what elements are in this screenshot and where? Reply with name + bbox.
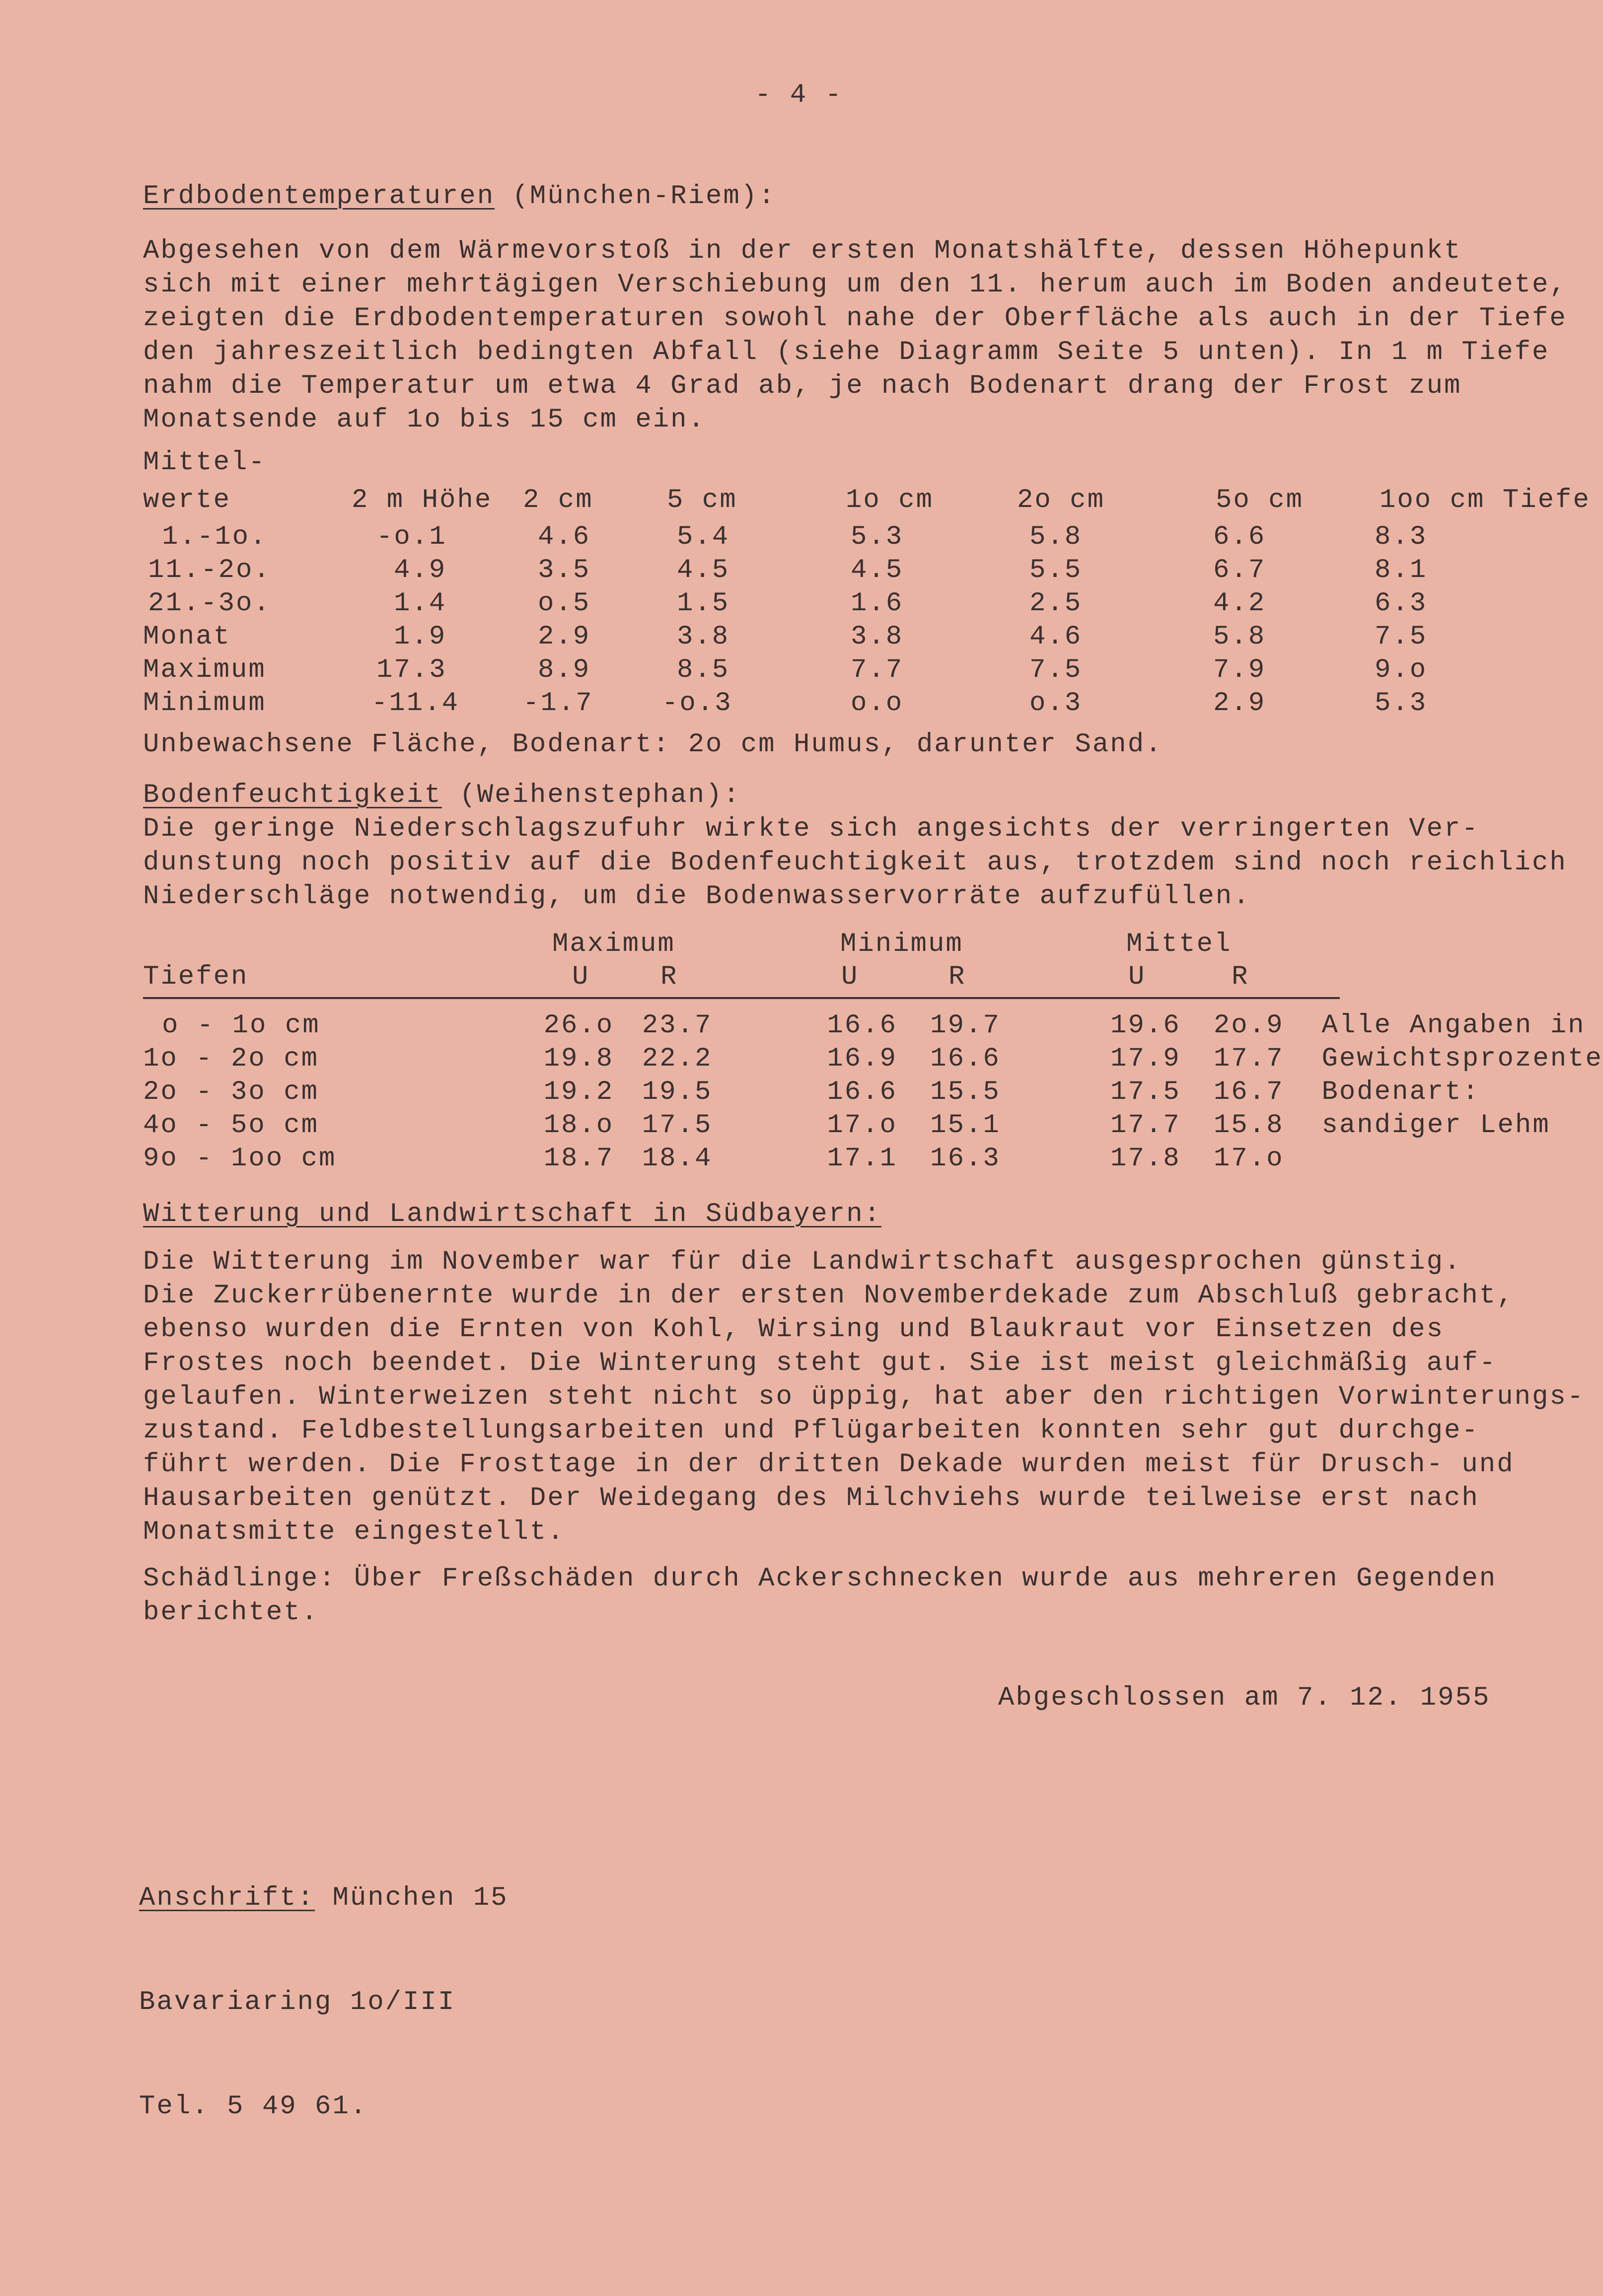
table-cell: 3.8 (677, 622, 730, 652)
table-cell: 5.3 (851, 522, 904, 552)
table-cell: -11.4 (371, 688, 460, 718)
moisture-group-header: Mittel (1126, 929, 1232, 959)
col-header: 1o cm (846, 485, 934, 515)
paragraph-line: Abgesehen von dem Wärmevorstoß in der ersten Monatshälfte, dessen Höhepunkt (143, 236, 1462, 266)
soil-moisture-heading-title: Bodenfeuchtigkeit (143, 780, 442, 810)
table-cell: 19.5 (642, 1077, 713, 1107)
table-cell: 17.o (1213, 1144, 1284, 1174)
address-line-3: Tel. 5 49 61. (139, 2091, 368, 2122)
moisture-group-header: Maximum (552, 929, 675, 959)
address-label: Anschrift: (139, 1883, 315, 1913)
table-cell: 8.1 (1375, 555, 1428, 585)
table-cell: 16.6 (827, 1077, 897, 1107)
soil-moisture-heading (143, 779, 741, 812)
paragraph-line: zustand. Feldbestellungsarbeiten und Pflügarbeiten konnten sehr gut durchge- (143, 1416, 1479, 1446)
page-number: - 4 - (755, 80, 843, 110)
table-cell: 17.7 (1110, 1110, 1181, 1141)
table-cell: 1.6 (851, 588, 904, 619)
table-cell: 15.1 (930, 1110, 1001, 1141)
moisture-sub-header: U (572, 962, 590, 992)
table-cell: 15.8 (1213, 1110, 1284, 1141)
col-header: 1oo cm Tiefe (1380, 485, 1591, 515)
col-header: 2 cm (523, 485, 593, 515)
paragraph-line: Frostes noch beendet. Die Winterung steht gut. Sie ist meist gleichmäßig auf- (143, 1348, 1497, 1378)
table-cell: 6.6 (1213, 522, 1266, 552)
table-cell: 4.6 (1029, 622, 1083, 652)
row-label: 9o - 1oo cm (143, 1144, 337, 1174)
row-label: 4o - 5o cm (143, 1110, 319, 1141)
table-cell: 4.5 (851, 555, 904, 585)
soil-moisture-paragraph (143, 812, 1583, 914)
side-note: Gewichtsprozente (1321, 1044, 1603, 1074)
table-cell: 19.6 (1110, 1010, 1181, 1041)
pests-paragraph (143, 1562, 1583, 1630)
table-row (143, 1142, 1603, 1175)
soil-moisture-heading-location: (Weihenstephan): (441, 780, 741, 810)
row-label: 2o - 3o cm (143, 1077, 319, 1107)
soil-temp-paragraph (143, 234, 1583, 437)
weather-paragraph (143, 1245, 1583, 1549)
table-cell: 5.8 (1213, 622, 1266, 652)
table-cell: 1.5 (677, 588, 730, 619)
col-header: 5o cm (1216, 485, 1304, 515)
col-header: 2o cm (1017, 485, 1105, 515)
moisture-header-rule (143, 997, 1340, 999)
table-row (143, 1042, 1603, 1076)
row-label: Minimum (143, 688, 266, 718)
paragraph-line: Hausarbeiten genützt. Der Weidegang des Milchviehs wurde teilweise erst nach (143, 1483, 1479, 1513)
row-label: Maximum (143, 655, 266, 685)
table-cell: o.o (851, 688, 904, 718)
col-header: werte (143, 485, 231, 515)
col-header: 2 m Höhe (352, 485, 493, 515)
table-row (143, 1076, 1603, 1109)
soil-moisture-table (143, 1009, 1603, 1175)
table-cell: 5.8 (1029, 522, 1083, 552)
table-cell: 16.3 (930, 1144, 1001, 1174)
table-cell: o.5 (538, 588, 591, 619)
moisture-group-header: Minimum (840, 929, 963, 959)
table-header-row (143, 480, 1591, 520)
table-cell: 5.5 (1029, 555, 1083, 585)
table-cell: 3.5 (538, 555, 591, 585)
moisture-depth-label: Tiefen (143, 962, 249, 992)
paragraph-line: nahm die Temperatur um etwa 4 Grad ab, je nach Bodenart drang der Frost zum (143, 371, 1462, 401)
table-cell: 6.3 (1375, 588, 1428, 619)
row-label: 1.-1o. (162, 522, 268, 552)
paragraph-line: Monatsmitte eingestellt. (143, 1517, 565, 1547)
table-cell: 16.6 (930, 1044, 1001, 1074)
paragraph-line: dunstung noch positiv auf die Bodenfeuchtigkeit aus, trotzdem sind noch reichlich (143, 848, 1567, 878)
soil-temp-header-top: Mittel- (143, 447, 266, 478)
side-note: sandiger Lehm (1321, 1110, 1550, 1141)
table-cell: -o.3 (662, 688, 732, 718)
closing-date: Abgeschlossen am 7. 12. 1955 (998, 1683, 1491, 1713)
table-cell: 2.9 (538, 622, 591, 652)
table-cell: 3.8 (851, 622, 904, 652)
table-cell: 2.9 (1213, 688, 1266, 718)
side-note: Alle Angaben in (1321, 1010, 1586, 1041)
table-cell: 7.7 (851, 655, 904, 685)
table-row (143, 554, 1591, 587)
table-cell: 8.5 (677, 655, 730, 685)
table-cell: 19.2 (543, 1077, 614, 1107)
paragraph-line: Schädlinge: Über Freßschäden durch Ackerschnecken wurde aus mehreren Gegenden (143, 1564, 1497, 1594)
table-cell: 1.9 (394, 622, 447, 652)
table-cell: 17.3 (376, 655, 447, 685)
table-cell: 2o.9 (1213, 1010, 1284, 1041)
table-cell: 17.5 (642, 1110, 713, 1141)
table-row (143, 520, 1591, 554)
soil-temp-note: Unbewachsene Fläche, Bodenart: 2o cm Humus, darunter Sand. (143, 729, 1163, 760)
table-cell: 19.7 (930, 1010, 1001, 1041)
table-cell: 8.9 (538, 655, 591, 685)
table-cell: 17.8 (1110, 1144, 1181, 1174)
table-cell: -o.1 (376, 522, 447, 552)
paragraph-line: führt werden. Die Frosttage in der dritten Dekade wurden meist für Drusch- und (143, 1449, 1515, 1480)
paragraph-line: zeigten die Erdbodentemperaturen sowohl nahe der Oberfläche als auch in der Tiefe (143, 303, 1567, 334)
paragraph-line: Niederschläge notwendig, um die Bodenwasservorräte aufzufüllen. (143, 881, 1251, 912)
moisture-sub-header: R (948, 962, 966, 992)
table-row (143, 1009, 1603, 1042)
address-city: München 15 (315, 1883, 509, 1913)
table-cell: 23.7 (642, 1010, 713, 1041)
table-cell: 18.4 (642, 1144, 713, 1174)
table-row (143, 653, 1591, 687)
side-note: Bodenart: (1321, 1077, 1480, 1107)
table-cell: 4.2 (1213, 588, 1266, 619)
table-cell: 26.o (543, 1010, 614, 1041)
paragraph-line: Die Witterung im November war für die Landwirtschaft ausgesprochen günstig. (143, 1247, 1462, 1277)
moisture-sub-header: U (1128, 962, 1146, 992)
paragraph-line: gelaufen. Winterweizen steht nicht so üppig, hat aber den richtigen Vorwinterungs- (143, 1382, 1585, 1412)
row-label: 11.-2o. (148, 555, 271, 585)
table-cell: 16.6 (827, 1010, 897, 1041)
col-header: 5 cm (667, 485, 737, 515)
side-note (1321, 1142, 1603, 1175)
paragraph-line: Monatsende auf 1o bis 15 cm ein. (143, 405, 706, 435)
paragraph-line: Die Zuckerrübenernte wurde in der ersten Novemberdekade zum Abschluß gebracht, (143, 1281, 1515, 1311)
table-cell: 18.7 (543, 1144, 614, 1174)
table-cell: 15.5 (930, 1077, 1001, 1107)
table-cell: 16.9 (827, 1044, 897, 1074)
table-cell: 17.5 (1110, 1077, 1181, 1107)
address-line-1 (139, 1881, 509, 1916)
table-cell: 5.3 (1375, 688, 1428, 718)
table-cell: 18.o (543, 1110, 614, 1141)
table-row (143, 687, 1591, 720)
table-cell: 1.4 (394, 588, 447, 619)
row-label: Monat (143, 622, 231, 652)
paragraph-line: Die geringe Niederschlagszufuhr wirkte sich angesichts der verringerten Ver- (143, 814, 1479, 844)
table-cell: 17.o (827, 1110, 897, 1141)
soil-temp-heading-title: Erdbodentemperaturen (143, 181, 495, 212)
address-block (139, 1811, 509, 2194)
paragraph-line: ebenso wurden die Ernten von Kohl, Wirsing und Blaukraut vor Einsetzen des (143, 1314, 1444, 1345)
table-row (143, 1109, 1603, 1142)
paragraph-line: sich mit einer mehrtägigen Verschiebung um den 11. herum auch im Boden andeutete, (143, 270, 1567, 300)
table-cell: 4.5 (677, 555, 730, 585)
table-cell: 7.5 (1029, 655, 1083, 685)
weather-heading: Witterung und Landwirtschaft in Südbayern: (143, 1199, 882, 1229)
table-cell: 4.9 (394, 555, 447, 585)
table-cell: -1.7 (523, 688, 593, 718)
row-label: o - 1o cm (162, 1010, 320, 1041)
table-cell: 7.5 (1375, 622, 1428, 652)
row-label: 21.-3o. (148, 588, 271, 619)
moisture-sub-header: R (660, 962, 678, 992)
table-row (143, 587, 1591, 620)
table-cell: 4.6 (538, 522, 591, 552)
table-cell: 22.2 (642, 1044, 713, 1074)
table-cell: 17.9 (1110, 1044, 1181, 1074)
moisture-sub-header: U (841, 962, 859, 992)
table-cell: o.3 (1029, 688, 1083, 718)
moisture-sub-header: R (1232, 962, 1249, 992)
address-line-2: Bavariaring 1o/III (139, 1987, 456, 2017)
table-cell: 2.5 (1029, 588, 1083, 619)
row-label: 1o - 2o cm (143, 1044, 319, 1074)
table-cell: 7.9 (1213, 655, 1266, 685)
table-cell: 19.8 (543, 1044, 614, 1074)
soil-temp-table (143, 480, 1591, 720)
soil-temp-heading-location: (München-Riem): (495, 181, 776, 212)
table-cell: 5.4 (677, 522, 730, 552)
table-cell: 9.o (1375, 655, 1428, 685)
table-cell: 6.7 (1213, 555, 1266, 585)
table-cell: 17.1 (827, 1144, 897, 1174)
table-cell: 16.7 (1213, 1077, 1284, 1107)
table-cell: 8.3 (1375, 522, 1428, 552)
paragraph-line: den jahreszeitlich bedingten Abfall (siehe Diagramm Seite 5 unten). In 1 m Tiefe (143, 337, 1550, 367)
table-row (143, 620, 1591, 653)
soil-temp-heading (143, 180, 776, 214)
table-cell: 17.7 (1213, 1044, 1284, 1074)
paragraph-line: berichtet. (143, 1597, 319, 1628)
